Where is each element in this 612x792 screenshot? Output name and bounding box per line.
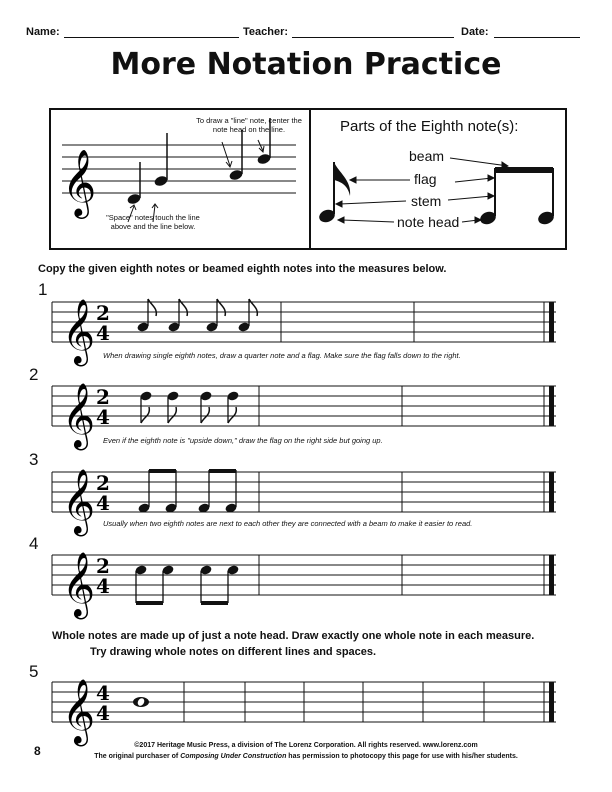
time-signature-top: 2 (96, 301, 110, 325)
flag-label: flag (414, 171, 437, 187)
time-signature-top: 2 (96, 471, 110, 495)
time-signature-bottom: 4 (96, 701, 110, 725)
page-title: More Notation Practice (110, 47, 502, 82)
beam-label: beam (409, 148, 445, 164)
exercise-number: 4 (29, 534, 39, 553)
treble-clef-icon: 𝄞 (62, 679, 96, 744)
exercise-number: 3 (29, 450, 39, 469)
book-title: Composing Under Construction (180, 753, 287, 760)
date-label: Date: (461, 26, 489, 38)
treble-clef-icon: 𝄞 (62, 299, 96, 364)
exercise-caption: Usually when two eighth notes are next to each other they are connected with a beam to make it easier to read. (103, 519, 473, 528)
time-signature-top: 2 (96, 385, 110, 409)
permission-text (0, 753, 612, 760)
space-note-text: "Space" notes touch the line above and the line below. (106, 213, 200, 232)
note-head-label: note head (397, 214, 460, 230)
line-note-text: To draw a "line" note, center the note head on the line. (196, 116, 302, 135)
final-barline (549, 682, 554, 722)
page-number: 8 (34, 744, 41, 758)
stem-label: stem (411, 193, 442, 209)
treble-clef-icon: 𝄞 (62, 469, 96, 534)
treble-clef-icon: 𝄞 (62, 383, 96, 448)
treble-clef-icon: 𝄞 (62, 552, 96, 617)
whole-note-instruction-2: Try drawing whole notes on different lines and spaces. (90, 646, 377, 658)
exercise-caption: When drawing single eighth notes, draw a quarter note and a flag. Make sure the flag falls down to the right. (103, 351, 461, 360)
time-signature-bottom: 4 (96, 321, 110, 345)
permission-post: has permission to photocopy this page for use with his/her students. (286, 753, 518, 760)
exercise-number: 5 (29, 662, 39, 681)
teacher-label: Teacher: (243, 26, 289, 38)
copy-instruction: Copy the given eighth notes or beamed eighth notes into the measures below. (38, 263, 447, 275)
time-signature-top: 2 (96, 554, 110, 578)
time-signature-bottom: 4 (96, 491, 110, 515)
exercise-caption: Even if the eighth note is "upside down," draw the flag on the right side but going up. (103, 436, 383, 445)
whole-note-given (133, 697, 149, 707)
parts-title: Parts of the Eighth note(s): (340, 118, 519, 135)
whole-note-instruction: Whole notes are made up of just a note head. Draw exactly one whole note in each measure. (52, 630, 535, 642)
name-label: Name: (26, 26, 60, 38)
time-signature-bottom: 4 (96, 405, 110, 429)
exercise-number: 1 (38, 280, 48, 299)
time-signature-top: 4 (96, 681, 110, 705)
copyright-text: ©2017 Heritage Music Press, a division of The Lorenz Corporation. All rights reserved. www.lorenz.com (134, 742, 478, 749)
exercise-number: 2 (29, 365, 39, 384)
treble-clef-icon: 𝄞 (62, 148, 97, 216)
permission-pre: The original purchaser of (94, 753, 181, 760)
time-signature-bottom: 4 (96, 574, 110, 598)
